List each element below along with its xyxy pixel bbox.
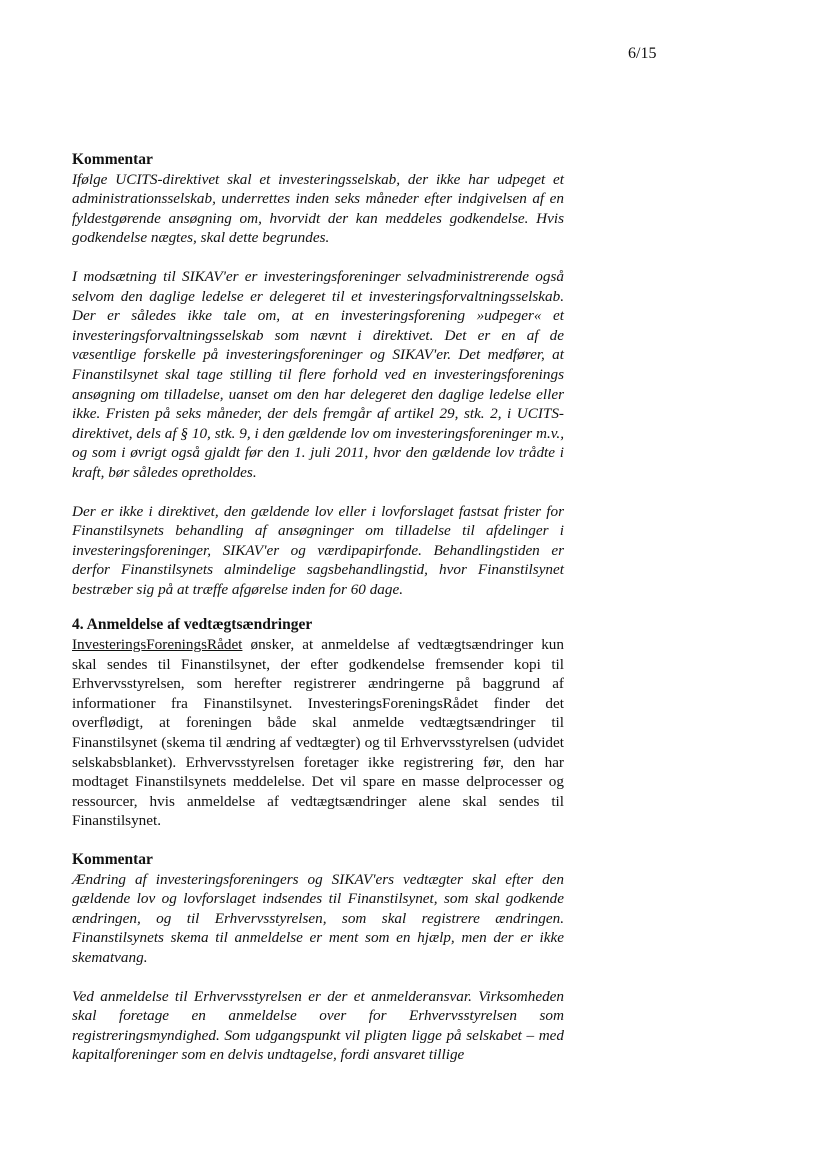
document-body — [72, 150, 564, 1065]
section-4-paragraph — [72, 635, 564, 831]
kommentar-1-paragraph-1: Ifølge UCITS-direktivet skal et investeringsselskab, der ikke har udpeget et administrationsselskab, underrettes inden seks måneder efter indgivelsen af en fyldestgørende ansøgning om, hvorvidt der kan meddeles godkendelse. Hvis godkendelse nægtes, skal dette begrundes. — [72, 170, 564, 247]
kommentar-heading-2: Kommentar — [72, 851, 153, 868]
kommentar-2-paragraph-1: Ændring af investeringsforeningers og SIKAV'ers vedtægter skal efter den gældende lov og lovforslaget indsendes til Finanstilsynet, som skal godkende ændringen, og til Erhvervsstyrelsen, som skal registrere ændringen. Finanstilsynets skema til anmeldelse er ment som en hjælp, men der er ikke skematvang. — [72, 870, 564, 966]
kommentar-heading-1: Kommentar — [72, 151, 153, 168]
kommentar-1-paragraph-3: Der er ikke i direktivet, den gældende lov eller i lovforslaget fastsat frister for Finanstilsynets behandling af ansøgninger om tilladelse til afdelinger i investeringsforeninger, SIKAV'er og værdipapirfonde. Behandlingstiden er derfor Finanstilsynets almindelige sagsbehandlingstid, hvor Finanstilsynet bestræber sig på at træffe afgørelse inden for 60 dage. — [72, 502, 564, 598]
section-4-heading: 4. Anmeldelse af vedtægtsændringer — [72, 616, 313, 634]
section-4-paragraph-text: ønsker, at anmeldelse af vedtægtsændringer kun skal sendes til Finanstilsynet, der efter godkendelse fremsender kopi til Erhvervsstyrelsen, som herefter registrerer ændringerne på baggrund af informationer fra Finanstilsynet. InvesteringsForeningsRådet finder det overflødigt, at foreningen både skal anmelde vedtægtsændringer til Finanstilsynet (skema til ændring af vedtægter) og til Erhvervsstyrelsen (udvidet selskabsblanket). Erhvervsstyrelsen foretager ikke registrering før, den har modtaget Finanstilsynets meddelelse. Det vil spare en masse delprocesser og ressourcer, hvis anmeldelse af vedtægtsændringer alene skal sendes til Finanstilsynet. — [72, 636, 564, 830]
page-number: 6/15 — [628, 45, 657, 62]
org-name-link[interactable]: InvesteringsForeningsRådet — [72, 636, 243, 654]
kommentar-2-paragraph-2: Ved anmeldelse til Erhvervsstyrelsen er der et anmelderansvar. Virksomheden skal foretage en anmeldelse over for Erhvervsstyrelsen som registreringsmyndighed. Som udgangspunkt vil pligten ligge på selskabet – med kapitalforeninger som en delvis undtagelse, fordi ansvaret tillige — [72, 987, 564, 1064]
kommentar-1-paragraph-2: I modsætning til SIKAV'er er investeringsforeninger selvadministrerende også selvom den daglige ledelse er delegeret til et investeringsforvaltningsselskab. Der er således ikke tale om, at en investeringsforening »udpeger« et investeringsforvaltningsselskab som nævnt i direktivet. Det er en af de væsentlige forskelle på investeringsforeninger og SIKAV'er. Det medfører, at Finanstilsynet skal tage stilling til flere forhold ved en investeringsforenings ansøgning om tilladelse, uanset om den har delegeret den daglige ledelse eller ikke. Fristen på seks måneder, der dels fremgår af artikel 29, stk. 2, i UCITS-direktivet, dels af § 10, stk. 9, i den gældende lov om investeringsforeninger m.v., og som i øvrigt også gjaldt før den 1. juli 2011, hvor den gældende lov trådte i kraft, bør således opretholdes. — [72, 267, 564, 481]
